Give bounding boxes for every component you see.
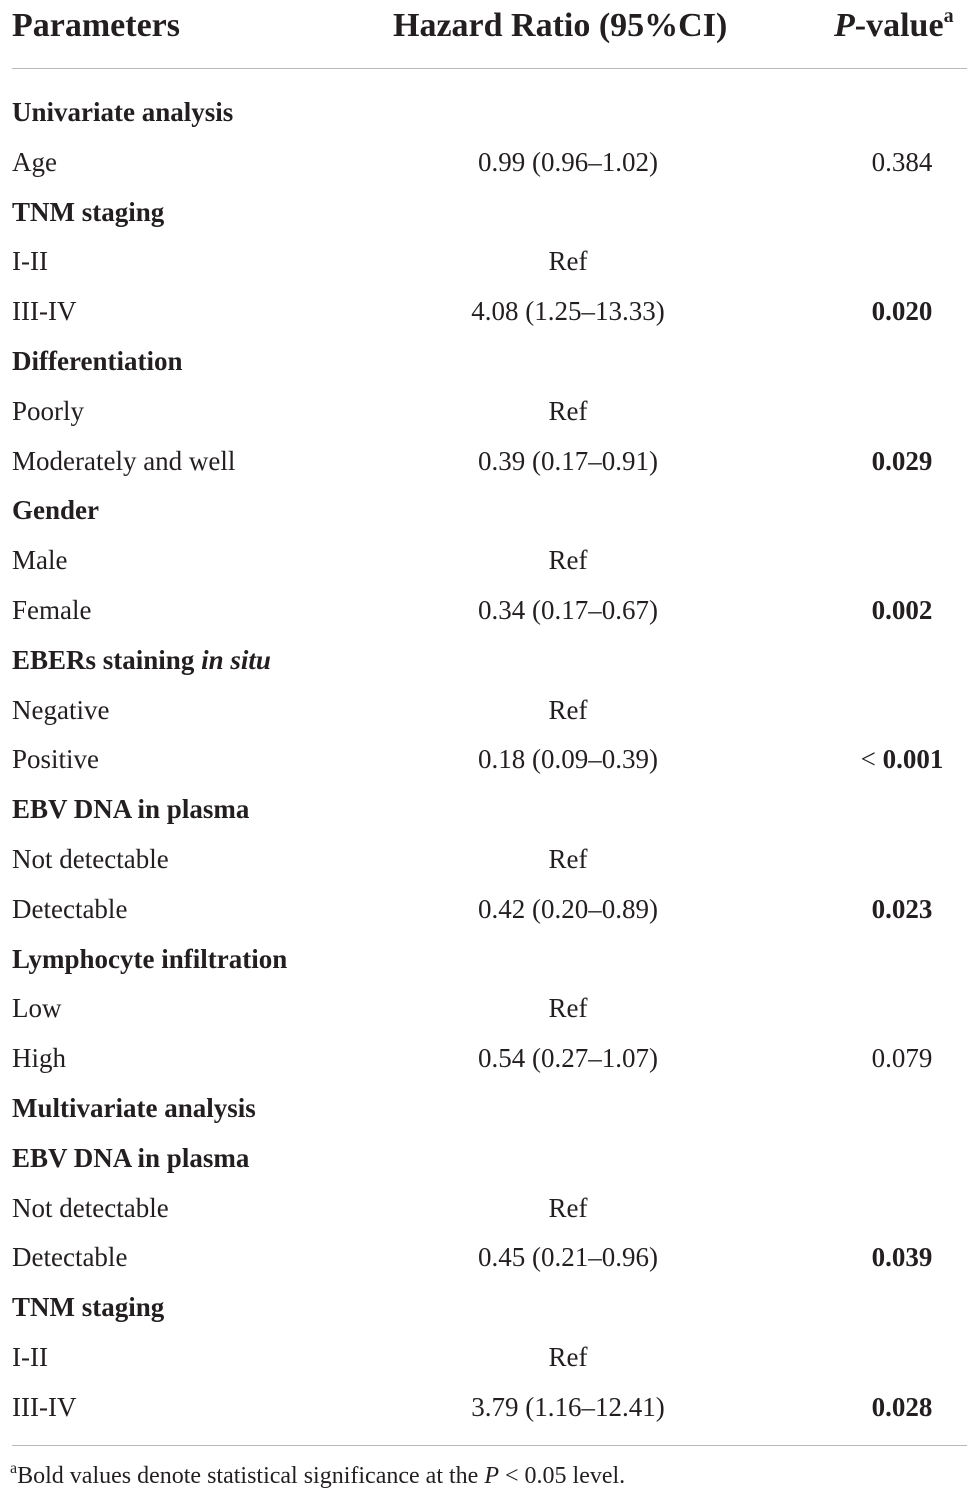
label-text: Gender — [12, 495, 99, 526]
table-row — [0, 1034, 979, 1084]
p-value-cell — [861, 735, 944, 785]
hazard-ratio-cell: Ref — [548, 1192, 588, 1223]
label-text: High — [12, 1043, 66, 1074]
row-label — [12, 437, 235, 487]
section-label — [12, 935, 287, 985]
p-value-cell — [872, 586, 933, 636]
p-value-text: 0.001 — [882, 744, 944, 775]
row-label — [12, 1383, 76, 1433]
p-value-text: 0.020 — [871, 296, 933, 327]
section-label — [12, 1134, 249, 1184]
header-p-value — [834, 4, 954, 48]
label-text: EBV DNA in plasma — [12, 794, 250, 825]
label-text: TNM staging — [12, 1292, 165, 1323]
hazard-ratio-cell: 4.08 (1.25–13.33) — [471, 296, 665, 327]
table-row — [0, 735, 979, 785]
label-text: III-IV — [12, 1391, 77, 1422]
row-label — [12, 835, 169, 885]
label-text: Low — [12, 993, 62, 1024]
row-label — [12, 686, 109, 736]
section-label — [12, 88, 233, 138]
hazard-ratio-cell: Ref — [548, 694, 588, 725]
label-text: I-II — [12, 246, 48, 277]
table-row — [0, 387, 979, 437]
p-value-cell — [872, 437, 933, 487]
header-p-value-sup: a — [943, 5, 954, 27]
label-text: Male — [12, 545, 68, 576]
table-header — [0, 0, 979, 52]
table-section-row — [0, 1084, 979, 1134]
header-p-value-italic: P — [834, 7, 855, 44]
table-section-row — [0, 935, 979, 985]
table-row — [0, 1233, 979, 1283]
label-text: EBV DNA in plasma — [12, 1142, 250, 1173]
hazard-ratio-cell: 0.42 (0.20–0.89) — [478, 893, 658, 924]
header-p-value-rest: -value — [854, 7, 944, 44]
header-hazard-ratio: Hazard Ratio (95%CI) — [393, 7, 728, 44]
p-value-prefix: < — [860, 744, 883, 775]
label-text: Lymphocyte infiltration — [12, 943, 288, 974]
label-text: EBERs staining — [12, 644, 202, 675]
table-section-row — [0, 1134, 979, 1184]
header-parameters: Parameters — [12, 7, 181, 44]
footnote-marker: a — [10, 1460, 18, 1477]
p-value-text: 0.002 — [871, 594, 933, 625]
section-label — [12, 785, 249, 835]
hazard-ratio-cell: 0.34 (0.17–0.67) — [478, 594, 658, 625]
table-section-row — [0, 1283, 979, 1333]
hazard-ratio-cell: 3.79 (1.16–12.41) — [471, 1391, 665, 1422]
label-text: I-II — [12, 1341, 48, 1372]
hazard-ratio-cell: 0.99 (0.96–1.02) — [478, 146, 658, 177]
label-text: Moderately and well — [12, 445, 236, 476]
table-section-row — [0, 486, 979, 536]
hazard-ratio-cell: Ref — [548, 1341, 588, 1372]
label-text: Differentiation — [12, 345, 183, 376]
table-row — [0, 1184, 979, 1234]
table-row — [0, 1383, 979, 1433]
table-row — [0, 1333, 979, 1383]
p-value-text: 0.029 — [871, 445, 933, 476]
table-row — [0, 984, 979, 1034]
p-value-cell — [872, 138, 933, 188]
row-label — [12, 1333, 48, 1383]
table-row — [0, 586, 979, 636]
p-value-text: 0.023 — [871, 893, 933, 924]
table-row — [0, 437, 979, 487]
label-text: Detectable — [12, 1242, 128, 1273]
hazard-ratio-cell: Ref — [548, 545, 588, 576]
p-value-text: 0.384 — [871, 146, 933, 177]
label-text: Age — [12, 146, 57, 177]
hazard-ratio-cell: Ref — [548, 246, 588, 277]
section-label — [12, 486, 99, 536]
table-row — [0, 835, 979, 885]
label-text: Not detectable — [12, 1192, 169, 1223]
footnote-p-italic: P — [484, 1463, 499, 1489]
table-bottom-divider — [12, 1445, 967, 1446]
row-label — [12, 1233, 127, 1283]
hazard-ratio-cell: 0.39 (0.17–0.91) — [478, 445, 658, 476]
p-value-text: 0.079 — [871, 1043, 933, 1074]
row-label — [12, 586, 91, 636]
section-label — [12, 1283, 164, 1333]
label-text: Negative — [12, 694, 110, 725]
row-label — [12, 1184, 169, 1234]
p-value-text: 0.028 — [871, 1391, 933, 1422]
table-row — [0, 686, 979, 736]
table-section-row — [0, 88, 979, 138]
header-divider — [12, 68, 967, 69]
p-value-cell — [872, 1034, 933, 1084]
table-section-row — [0, 188, 979, 238]
p-value-text: 0.039 — [871, 1242, 933, 1273]
table-row — [0, 536, 979, 586]
row-label — [12, 138, 57, 188]
hazard-ratio-cell: Ref — [548, 993, 588, 1024]
table-row — [0, 287, 979, 337]
hazard-ratio-cell: Ref — [548, 843, 588, 874]
hazard-ratio-cell: Ref — [548, 395, 588, 426]
label-text: Not detectable — [12, 843, 169, 874]
section-label — [12, 1084, 256, 1134]
table-section-row — [0, 636, 979, 686]
label-text: Detectable — [12, 893, 128, 924]
label-text: TNM staging — [12, 196, 165, 227]
row-label — [12, 885, 127, 935]
row-label — [12, 1034, 66, 1084]
section-label — [12, 337, 182, 387]
label-text: Positive — [12, 744, 100, 775]
label-text: Univariate analysis — [12, 97, 234, 127]
table-section-row — [0, 337, 979, 387]
p-value-cell — [872, 1383, 933, 1433]
p-value-cell — [872, 1233, 933, 1283]
footnote-text-after: < 0.05 level. — [498, 1463, 626, 1489]
row-label — [12, 387, 84, 437]
table-section-row — [0, 785, 979, 835]
table-row — [0, 885, 979, 935]
table-row — [0, 138, 979, 188]
label-text: III-IV — [12, 296, 77, 327]
footnote-text-before: Bold values denote statistical significance at the — [17, 1463, 485, 1489]
section-label — [12, 188, 164, 238]
row-label — [12, 735, 99, 785]
hazard-ratio-cell: 0.54 (0.27–1.07) — [478, 1043, 658, 1074]
footnote — [10, 1458, 625, 1494]
table-body — [0, 88, 979, 1433]
row-label — [12, 984, 62, 1034]
row-label — [12, 287, 76, 337]
row-label — [12, 536, 67, 586]
section-label — [12, 636, 271, 686]
label-text: Multivariate analysis — [12, 1092, 256, 1123]
p-value-cell — [872, 885, 933, 935]
label-text: Female — [12, 594, 92, 625]
label-italic-text: in situ — [201, 644, 271, 675]
row-label — [12, 237, 48, 287]
table-row — [0, 237, 979, 287]
p-value-cell — [872, 287, 933, 337]
label-text: Poorly — [12, 395, 85, 426]
hazard-ratio-cell: 0.18 (0.09–0.39) — [478, 744, 658, 775]
hazard-ratio-cell: 0.45 (0.21–0.96) — [478, 1242, 658, 1273]
